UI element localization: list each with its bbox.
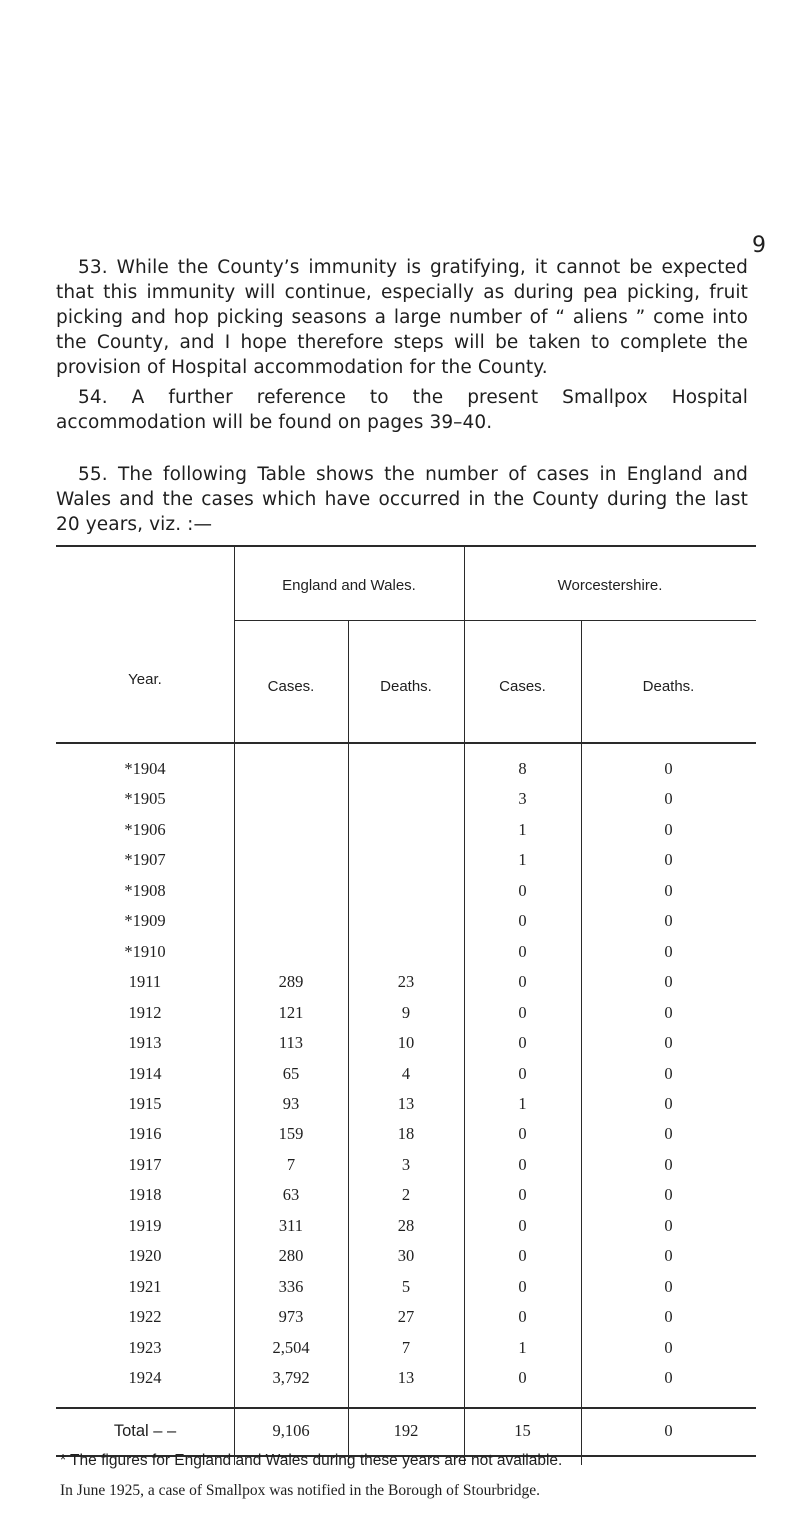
cell-w-cases: 0 [518,1368,527,1387]
cell-year: *1905 [124,789,166,809]
cell-w-deaths: 0 [664,789,673,809]
cell-w-deaths: 0 [664,1246,673,1266]
cell-w-cases: 0 [518,1002,527,1022]
cell-ew-deaths: 2 [401,1185,411,1205]
cell-year: 1920 [128,1246,162,1266]
cell-ew-cases: 3,792 [272,1368,310,1387]
cell-w-deaths: 0 [664,911,673,931]
cell-ew-cases: 311 [278,1215,304,1235]
cell-year: 1922 [128,1307,162,1327]
cell-ew-deaths: 7 [401,1337,411,1357]
cell-ew-cases: 93 [282,1093,300,1113]
cell-ew-deaths [348,757,464,781]
cell-ew-cases: 113 [278,1033,304,1053]
cell-ew-cases: 159 [278,1124,304,1144]
cell-w-cases: 3 [518,789,527,809]
cell-w-cases: 0 [518,1063,527,1083]
cell-w-deaths: 0 [664,1337,673,1357]
cell-year: 1924 [128,1368,162,1387]
total-label: Total – – [113,1422,177,1440]
cell-ew-deaths: 18 [397,1124,415,1144]
cell-w-cases: 8 [518,759,527,778]
cell-ew-deaths: 4 [401,1063,411,1083]
cell-w-deaths: 0 [664,1185,673,1205]
cell-ew-cases: 973 [278,1307,304,1327]
group-header-rule-ew [234,620,464,621]
cell-w-deaths: 0 [664,1276,673,1296]
cell-year: 1918 [128,1185,162,1205]
cell-ew-deaths: 30 [397,1246,415,1266]
cell-year: *1906 [124,819,166,839]
cell-w-deaths: 0 [664,941,673,961]
cell-ew-cases [234,940,348,964]
cell-ew-deaths: 3 [401,1154,411,1174]
cell-year: *1908 [124,880,166,900]
table-footnote: * The figures for England and Wales during these years are not available. [60,1452,563,1469]
header-england-wales: England and Wales. [282,577,416,594]
cell-ew-deaths: 13 [397,1093,415,1113]
header-ew-cases: Cases. [267,678,315,695]
page-number: 9 [752,233,766,258]
cell-ew-deaths [348,940,464,964]
cell-w-cases: 0 [518,1215,527,1235]
cell-ew-cases: 289 [278,972,304,992]
cell-ew-cases: 7 [286,1154,296,1174]
cell-w-cases: 0 [518,1276,527,1296]
total-ew-cases: 9,106 [272,1421,310,1440]
cell-year: 1921 [128,1276,162,1296]
cell-year: 1911 [128,972,162,992]
cell-ew-cases [234,879,348,903]
cell-w-deaths: 0 [664,1124,673,1144]
cell-ew-deaths [348,879,464,903]
cell-year: 1913 [128,1033,162,1053]
header-ew-deaths: Deaths. [380,678,432,695]
smallpox-table [56,545,756,1465]
header-w-cases: Cases. [499,678,546,695]
header-bottom-rule [56,742,756,744]
cell-w-deaths: 0 [664,1154,673,1174]
cell-w-cases: 1 [518,850,527,870]
header-w-deaths: Deaths. [642,678,695,695]
cell-ew-deaths [348,787,464,811]
cell-ew-deaths [348,818,464,842]
cell-year: *1910 [124,941,166,961]
cell-w-cases: 1 [518,819,527,839]
cell-ew-cases [234,909,348,933]
cell-w-deaths: 0 [664,1307,673,1327]
cell-w-cases: 1 [518,1093,527,1113]
cell-ew-cases: 336 [278,1276,304,1296]
cell-w-cases: 0 [518,972,527,992]
header-worcestershire: Worcestershire. [557,577,663,594]
cell-w-deaths: 0 [664,880,673,900]
cell-ew-deaths [348,848,464,872]
cell-ew-deaths: 5 [401,1276,411,1296]
cell-year: 1923 [128,1337,162,1357]
paragraph-54: 54. A further reference to the present Smallpox Hospital accommodation will be found on pages 39–40. [56,387,748,433]
cell-ew-deaths: 9 [401,1002,411,1022]
cell-w-deaths: 0 [664,819,673,839]
cell-ew-deaths: 28 [397,1215,415,1235]
cell-ew-cases: 2,504 [272,1337,310,1357]
cell-ew-deaths [348,909,464,933]
cell-w-cases: 0 [518,1124,527,1144]
cell-year: 1912 [128,1002,162,1022]
table-top-rule [56,545,756,547]
cell-ew-cases [234,757,348,781]
stourbridge-note: In June 1925, a case of Smallpox was notified in the Borough of Stourbridge. [60,1482,540,1499]
cell-w-cases: 0 [518,1185,527,1205]
cell-w-cases: 1 [518,1337,527,1357]
cell-year: *1909 [124,911,166,931]
cell-w-cases: 0 [518,1307,527,1327]
cell-w-cases: 0 [518,1154,527,1174]
cell-ew-cases: 63 [282,1185,300,1205]
cell-ew-cases: 280 [278,1246,304,1266]
cell-year: *1904 [124,759,166,778]
cell-year: 1917 [128,1154,162,1174]
cell-w-deaths: 0 [664,972,673,992]
cell-w-cases: 0 [518,941,527,961]
total-ew-deaths: 192 [393,1421,419,1440]
cell-w-deaths: 0 [664,1063,673,1083]
paragraph-55: 55. The following Table shows the number of cases in England and Wales and the cases which have occurred in the County during the last 20 years, viz. :— [56,464,748,535]
cell-w-deaths: 0 [664,1093,673,1113]
cell-ew-cases [234,787,348,811]
total-w-deaths: 0 [664,1421,673,1440]
cell-year: *1907 [124,850,166,870]
cell-w-deaths: 0 [664,759,673,778]
total-top-rule [56,1407,756,1409]
cell-w-deaths: 0 [664,1002,673,1022]
cell-w-deaths: 0 [664,1215,673,1235]
cell-ew-cases: 65 [282,1063,300,1083]
cell-ew-cases [234,818,348,842]
cell-year: 1916 [128,1124,162,1144]
cell-w-deaths: 0 [664,1368,673,1387]
cell-ew-deaths: 27 [397,1307,415,1327]
header-year: Year. [128,671,162,688]
cell-year: 1914 [128,1063,162,1083]
group-header-rule-w [464,620,756,621]
cell-year: 1915 [128,1093,162,1113]
cell-w-cases: 0 [518,911,527,931]
cell-ew-deaths: 23 [397,972,415,992]
cell-w-cases: 0 [518,880,527,900]
cell-ew-deaths: 10 [397,1033,415,1053]
cell-ew-deaths: 13 [397,1368,415,1387]
total-w-cases: 15 [514,1421,531,1440]
cell-w-deaths: 0 [664,850,673,870]
cell-w-cases: 0 [518,1246,527,1266]
cell-year: 1919 [128,1215,162,1235]
cell-w-cases: 0 [518,1033,527,1053]
cell-ew-cases [234,848,348,872]
cell-w-deaths: 0 [664,1033,673,1053]
paragraph-53: 53. While the County’s immunity is gratifying, it cannot be expected that this immunity will continue, especially as during pea picking, fruit picking and hop picking seasons a large number of “ aliens ” come into the County, and I hope therefore steps will be taken to complete the provision of Hospital accommodation for the County. [56,257,748,378]
cell-ew-cases: 121 [278,1002,304,1022]
